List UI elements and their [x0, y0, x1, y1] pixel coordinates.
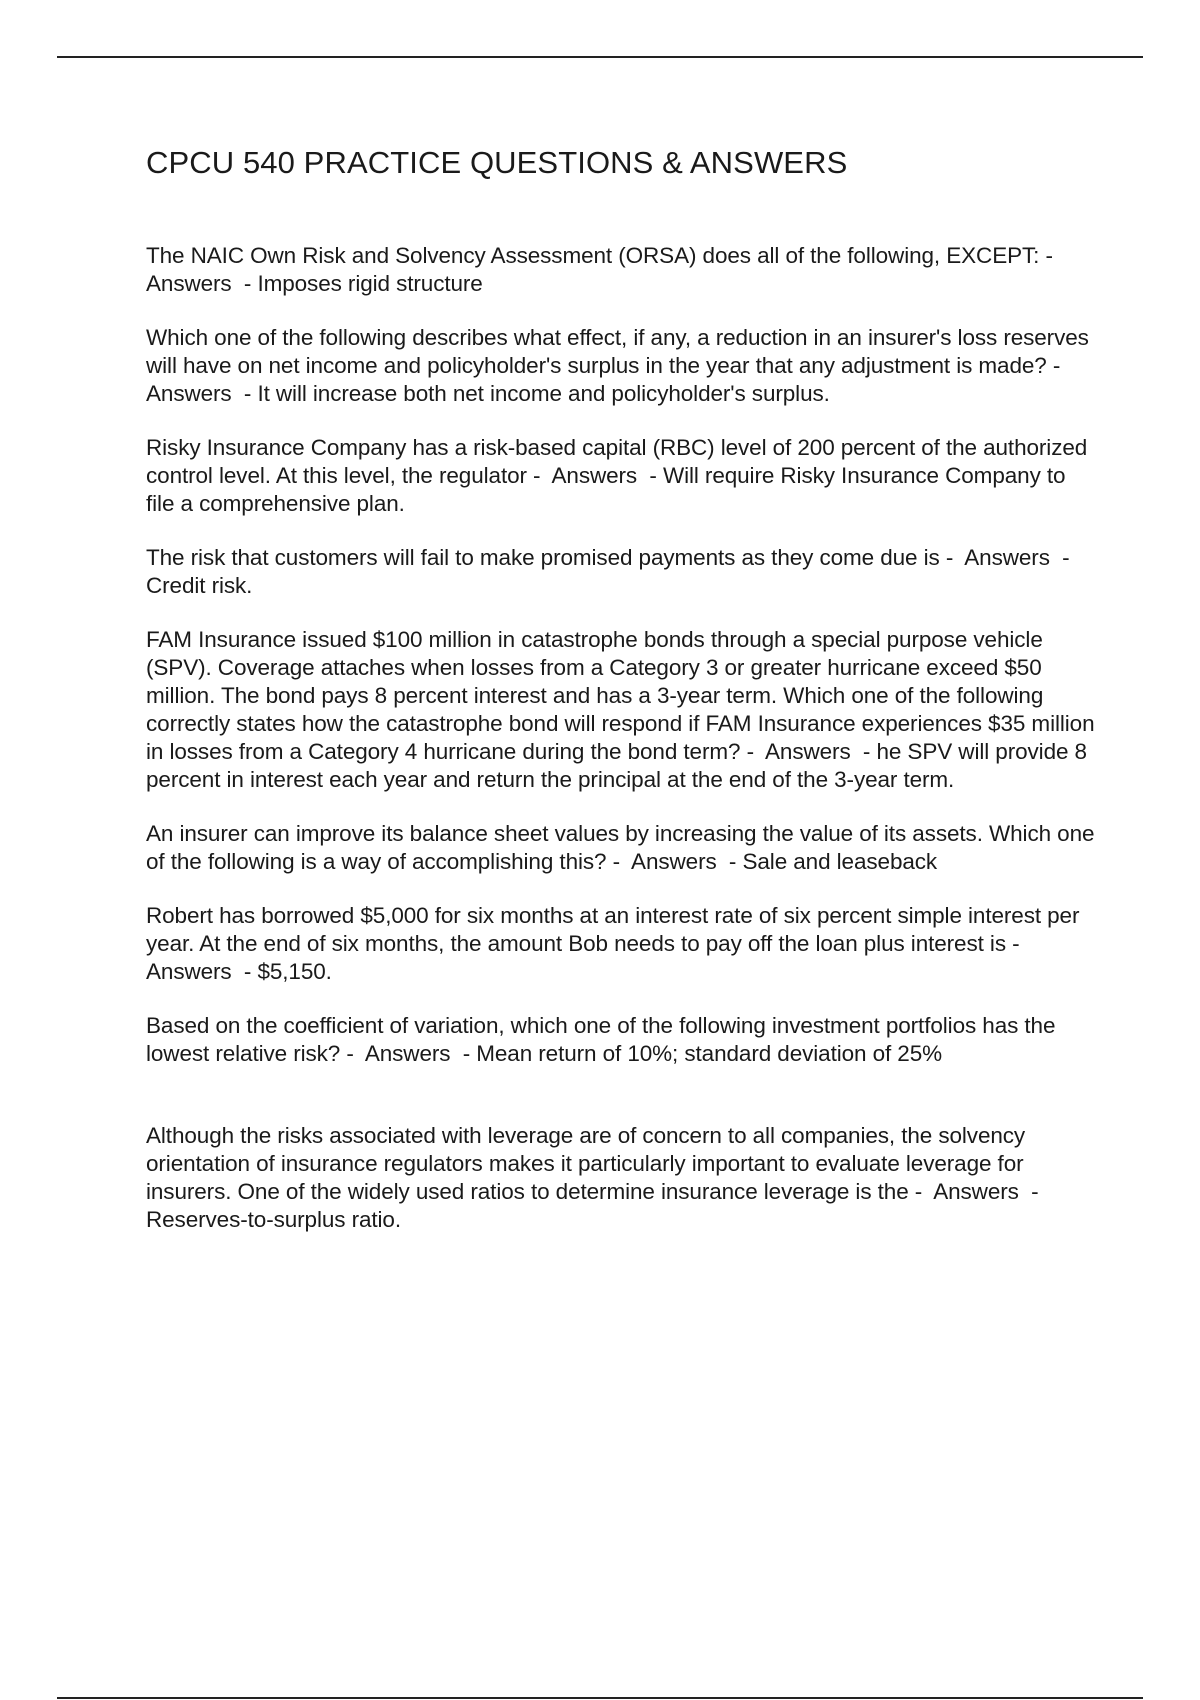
question-text: Although the risks associated with leverage are of concern to all companies, the solvency orientation of insurance regulators makes it particularly important to evaluate leverage for insurers. One of the widely used ratios to determine insurance leverage is the [146, 1123, 1032, 1204]
question-text: Robert has borrowed $5,000 for six months at an interest rate of six percent simple interest per year. At the end of six months, the amount Bob needs to pay off the loan plus interest is [146, 903, 1086, 956]
answer-separator: - Answers - [146, 353, 1072, 406]
answer-separator: - Answers - [146, 931, 1031, 984]
qa-item [146, 324, 1096, 408]
answer-separator: - Answers - [908, 1179, 1045, 1204]
question-text: An insurer can improve its balance sheet values by increasing the value of its assets. Which one of the following is a way of accomplishing this? [146, 821, 1101, 874]
question-text: Based on the coefficient of variation, which one of the following investment portfolios has the lowest relative risk? [146, 1013, 1062, 1066]
question-text: FAM Insurance issued $100 million in catastrophe bonds through a special purpose vehicle (SPV). Coverage attaches when losses from a Category 3 or greater hurricane exceed $50 million. The bond pays 8 percent interest and has a 3-year term. Which one of the following correctly states how the catastrophe bond will respond if FAM Insurance experiences $35 million in losses from a Category 4 hurricane during the bond term? [146, 627, 1101, 764]
question-text: Which one of the following describes what effect, if any, a reduction in an insurer's loss reserves will have on net income and policyholder's surplus in the year that any adjustment is made? [146, 325, 1095, 378]
qa-item [146, 1012, 1096, 1068]
answer-text: Reserves-to-surplus ratio. [146, 1207, 401, 1232]
bottom-rule [57, 1697, 1143, 1699]
qa-item [146, 1122, 1096, 1234]
answer-text: Credit risk. [146, 573, 253, 598]
answer-separator: - Answers - [939, 545, 1076, 570]
answer-text: Imposes rigid structure [257, 271, 483, 296]
answer-text: Sale and leaseback [742, 849, 938, 874]
qa-item [146, 820, 1101, 876]
question-text: The risk that customers will fail to make promised payments as they come due is [146, 545, 940, 570]
top-rule [57, 56, 1143, 58]
answer-text: Will require Risky Insurance Company to file a comprehensive plan. [146, 463, 1072, 516]
document-body [146, 140, 1101, 1260]
qa-item [146, 434, 1096, 518]
qa-item [146, 902, 1096, 986]
answer-text: It will increase both net income and policyholder's surplus. [257, 381, 830, 406]
answer-text: $5,150. [257, 959, 332, 984]
page-title: CPCU 540 PRACTICE QUESTIONS & ANSWERS [146, 145, 848, 180]
qa-item [146, 242, 1096, 298]
answer-separator: - Answers - [606, 849, 743, 874]
answer-text: Mean return of 10%; standard deviation of 25% [476, 1041, 943, 1066]
question-text: The NAIC Own Risk and Solvency Assessment (ORSA) does all of the following, EXCEPT: [146, 243, 1040, 268]
answer-text: he SPV will provide 8 percent in interest each year and return the principal at the end of the 3-year term. [146, 739, 1094, 792]
qa-item [146, 626, 1101, 794]
answer-separator: - Answers - [340, 1041, 477, 1066]
question-text: Risky Insurance Company has a risk-based capital (RBC) level of 200 percent of the authorized control level. At this level, the regulator [146, 435, 1094, 488]
answer-separator: - Answers - [526, 463, 663, 488]
qa-item [146, 544, 1096, 600]
answer-separator: - Answers - [146, 243, 1064, 296]
answer-separator: - Answers - [740, 739, 877, 764]
